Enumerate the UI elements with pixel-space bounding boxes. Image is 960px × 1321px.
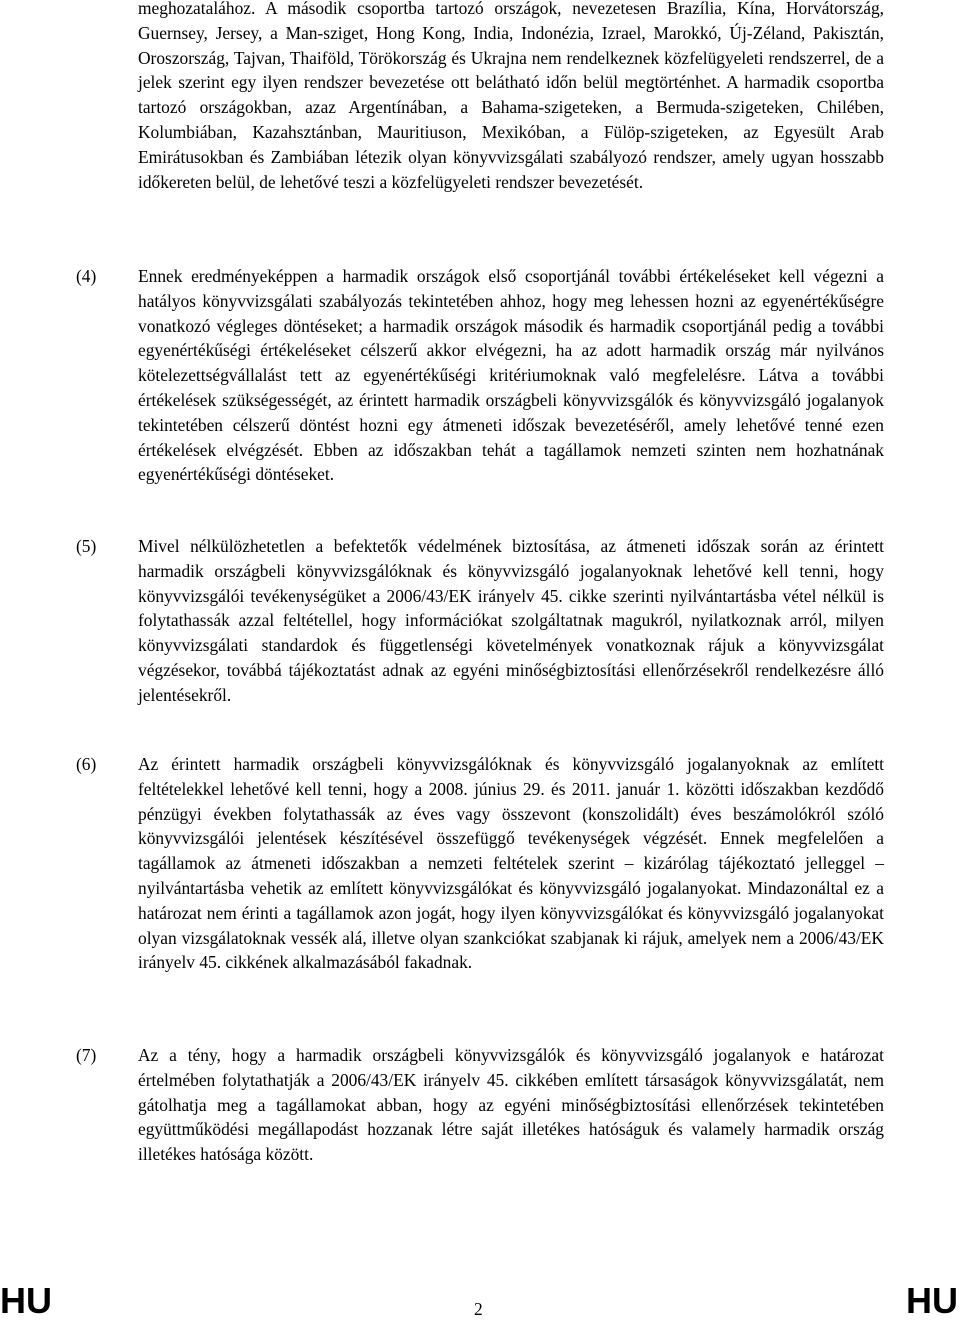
footer-page-number: 2 (474, 1299, 483, 1319)
paragraph-number: (7) (76, 1045, 97, 1065)
paragraph-text: Az érintett harmadik országbeli könyvvizsgálóknak és könyvvizsgáló jogalanyoknak az említett feltételekkel lehetővé kell tenni, hogy a 2008. június 29. és 2011. január 1. közötti időszakban kezdődő pénzügyi években folytathassák az éves vagy összevont (konszolidált) éves beszámolókról szóló könyvvizsgálói jelentések készítésével összefüggő tevékenységek végzését. Ennek megfelelően a tagállamok az átmeneti időszakban a nemzeti feltételek szerint – kizárólag tájékoztató jelleggel – nyilvántartásba vehetik az említett könyvvizsgálókat és könyvvizsgáló jogalanyokat. Mindazonáltal ez a határozat nem érinti a tagállamok azon jogát, hogy ilyen könyvvizsgálókat és könyvvizsgáló jogalanyokat olyan vizsgálatoknak vessék alá, illetve olyan szankciókat szabjanak ki rájuk, amelyek nem a 2006/43/EK irányelv 45. cikkének alkalmazásából fakadnak. (138, 754, 884, 973)
footer-language-code-left: HU (0, 1280, 52, 1321)
intro-paragraph: meghozatalához. A második csoportba tartozó országok, nevezetesen Brazília, Kína, Horvátország, Guernsey, Jersey, a Man-sziget, Hong Kong, India, Indonézia, Izrael, Marokkó, Új-Zéland, Pakisztán, Oroszország, Tajvan, Thaiföld, Törökország és Ukrajna nem rendelkeznek közfelügyeleti rendszerrel, de a jelek szerint egy ilyen rendszer bevezetése ott belátható időn belül megtörténhet. A harmadik csoportba tartozó országokban, azaz Argentínában, a Bahama-szigeteken, a Bermuda-szigeteken, Chilében, Kolumbiában, Kazahsztánban, Mauritiuson, Mexikóban, a Fülöp-szigeteken, az Egyesült Arab Emirátusokban és Zambiában létezik olyan könyvvizsgálati szabályozó rendszer, amely ugyan hosszabb időkereten belül, de lehetővé teszi a közfelügyeleti rendszer bevezetését. (138, 0, 884, 192)
footer-language-code-right: HU (906, 1280, 958, 1321)
paragraph-text: Ennek eredményeképpen a harmadik országok első csoportjánál további értékeléseket kell végezni a hatályos könyvvizsgálati szabályozás tekintetében ahhoz, hogy meg lehessen hozni az egyenértékűségre vonatkozó végleges döntéseket; a harmadik országok második és harmadik csoportjánál pedig a további egyenértékűségi értékeléseket célszerű akkor elvégezni, ha az adott harmadik ország már nyilvános kötelezettségvállalást tett az egyenértékűségi kritériumoknak való megfelelésre. Látva a további értékelések szükségességét, az érintett harmadik országbeli könyvvizsgálók és könyvvizsgáló jogalanyok tekintetében célszerű döntést hozni egy átmeneti időszak bevezetéséről, amely lehetővé tenné ezen értékelések elvégzését. Ebben az időszakban tehát a tagállamok nemzeti szinten nem hozhatnának egyenértékűségi döntéseket. (138, 266, 884, 485)
paragraph-number: (6) (76, 754, 97, 774)
paragraph-text: Mivel nélkülözhetetlen a befektetők védelmének biztosítása, az átmeneti időszak során az érintett harmadik országbeli könyvvizsgálóknak és könyvvizsgáló jogalanyoknak lehetővé kell tenni, hogy könyvvizsgálói tevékenységüket a 2006/43/EK irányelv 45. cikke szerinti nyilvántartásba vétel nélkül is folytathassák azzal feltétellel, hogy információkat szolgáltatnak magukról, nyilatkoznak arról, milyen könyvvizsgálati standardok és függetlenségi követelmények vonatkoznak rájuk a könyvvizsgálat végzésekor, továbbá tájékoztatást adnak az egyéni minőségbiztosítási ellenőrzésekről rendelkezésre álló jelentésekről. (138, 536, 884, 705)
paragraph-number: (5) (76, 536, 97, 556)
paragraph-number: (4) (76, 266, 97, 286)
paragraph-text: Az a tény, hogy a harmadik országbeli könyvvizsgálók és könyvvizsgáló jogalanyok e határozat értelmében folytathatják a 2006/43/EK irányelv 45. cikkében említett társaságok könyvvizsgálatát, nem gátolhatja meg a tagállamokat abban, hogy az egyéni minőségbiztosítási ellenőrzések tekintetében együttműködési megállapodást hozzanak létre saját illetékes hatóságuk és valamely harmadik ország illetékes hatósága között. (138, 1045, 884, 1165)
